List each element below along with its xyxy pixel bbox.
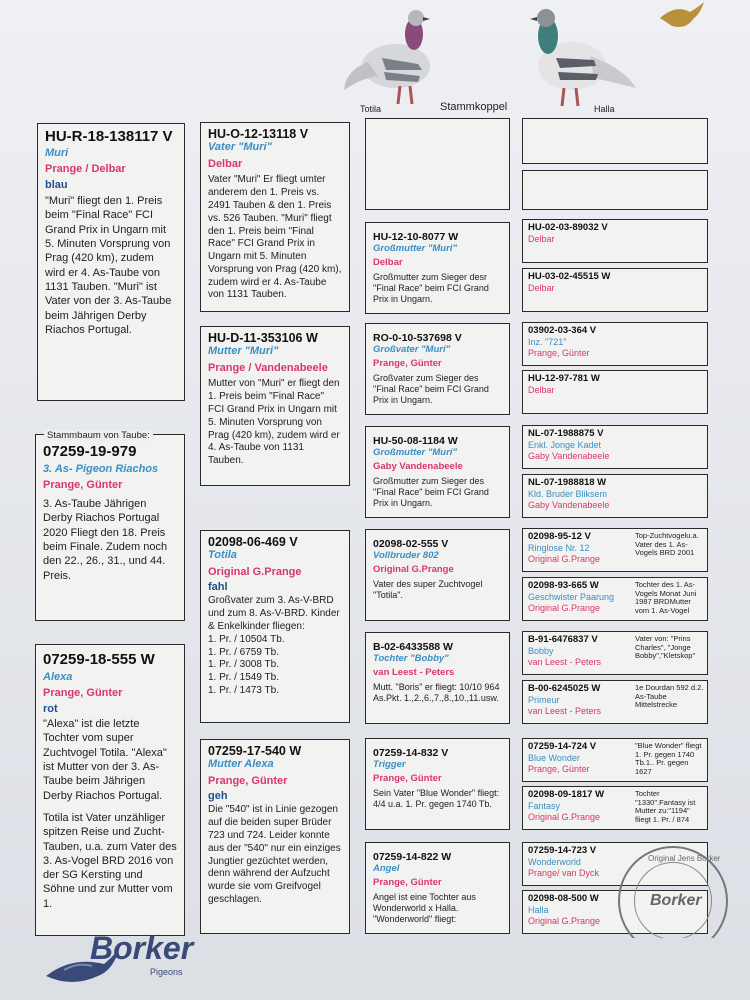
totila-card	[200, 530, 350, 723]
description: Angel ist eine Tochter aus Wonderworld x Halla. "Wonderworld" fliegt:	[373, 892, 476, 924]
ancestor-card	[522, 425, 708, 469]
ancestor-card	[522, 577, 708, 621]
breeder: Prange / Vandenabeele	[208, 361, 328, 374]
plumage-color: fahl	[208, 581, 228, 594]
breeder: Prange, Günter	[373, 773, 442, 785]
pigeon-name: Vollbruder 802	[373, 550, 439, 562]
gold-bird-icon	[656, 0, 706, 36]
breeder: Delbar	[528, 282, 555, 293]
breeder: Prange/ van Dyck	[528, 867, 600, 878]
ring-number: 02098-95-12 V	[528, 531, 591, 542]
ancestor-note: "Blue Wonder" fliegt 1. Pr. gegen 1740 Tb.1.. Pr. gegen 1627	[635, 741, 702, 776]
breeder: Prange, Günter	[43, 687, 123, 700]
prize-2: 1. Pr. / 6759 Tb.	[208, 646, 279, 658]
pigeon-name: Großmutter "Muri"	[373, 243, 457, 255]
pigeon-name: Mutter "Muri"	[208, 345, 279, 358]
gdam-card-4	[365, 842, 510, 934]
breeder: Gaby Vandenabeele	[528, 450, 610, 461]
pigeon-name: Großmutter "Muri"	[373, 447, 457, 459]
description: Die "540" ist in Linie gezogen auf die beiden super Brüder 723 und 724. Leider konnte aus der "540" nur ein einziges Jungtier gezüchtet werden, denn während der Aufzucht wurde sie vom Greifvogel geschlagen.	[208, 804, 341, 905]
ring-number: 07259-19-979	[43, 443, 137, 460]
ring-number: 03902-03-364 V	[528, 325, 597, 336]
ring-number: HU-02-03-89032 V	[528, 222, 608, 233]
ring-number: RO-0-10-537698 V	[373, 332, 462, 344]
pigeon-name: Blue Wonder	[528, 752, 580, 763]
description: Großmutter zum Sieger desr "Final Race" beim FCI Grand Prix in Ungarn.	[373, 272, 489, 304]
ancestor-card	[522, 370, 708, 414]
plumage-color: blau	[45, 179, 68, 192]
breeder: Original G.Prange	[528, 915, 601, 926]
ring-number: HU-R-18-138117 V	[45, 128, 173, 145]
alexa-card	[35, 644, 185, 936]
gdam-card-3	[365, 632, 510, 724]
description: "Muri" fliegt den 1. Preis beim "Final Race" FCI Grand Prix in Ungarn mit 5. Minuten Vorsprung von Prag (420 km), zudem wird er 4. As-Taube von 1131 Tauben. "Muri" ist Vater von der 3. As-Taube beim Jährigen Derby Riachos Portugal.	[45, 195, 172, 336]
breeder: van Leest - Peters	[528, 705, 602, 716]
description: Mutt. "Boris" er fliegt: 10/10 964 As.Pkt. 1.,2.,6.,7.,8.,10.,11.usw.	[373, 682, 500, 704]
empty-card	[522, 170, 708, 210]
ring-number: HU-12-97-781 W	[528, 373, 600, 384]
ancestor-card	[522, 631, 708, 675]
pigeon-name: Primeur	[528, 694, 560, 705]
ancestor-card	[522, 786, 708, 830]
gsire-card-3	[365, 738, 510, 830]
pigeon-name: Wonderworld	[528, 856, 581, 867]
pigeon-name: Angel	[373, 863, 400, 875]
pigeon-name: Inz. "721"	[528, 336, 567, 347]
ring-number: 02098-06-469 V	[208, 535, 298, 549]
ancestor-note: Tochter des 1. As-Vogels Monat Juni 1987 BRDMutter vom 1. As-Vogel	[635, 580, 697, 615]
ring-number: B-02-6433588 W	[373, 641, 453, 653]
breeder: Prange, Günter	[528, 347, 590, 358]
ancestor-note: Tochter "1330".Fantasy ist Mutter zu:"1194" fliegt 1. Pr. / 874	[635, 789, 696, 824]
ring-number: B-00-6245025 W	[528, 683, 601, 694]
breeder: Gaby Vandenabeele	[528, 499, 610, 510]
pigeon-name: 3. As- Pigeon Riachos	[43, 463, 159, 476]
breeder: Delbar	[208, 157, 243, 170]
pigeon-name: Großvater "Muri"	[373, 344, 451, 356]
pigeon-name: Vater "Muri"	[208, 141, 272, 154]
description-2: Totila ist Vater unzähliger spitzen Reise und Zucht-Tauben, u.a. zum Vater des 3. As-Vogel BRD 2016 von der SG Kersting und Söhne und zur Mutter vom 1.	[43, 811, 177, 910]
pigeon-name: Tochter "Bobby"	[373, 653, 449, 665]
ring-number: 07259-18-555 W	[43, 651, 155, 668]
breeder: Delbar	[373, 257, 403, 269]
ring-number: HU-O-12-13118 V	[208, 127, 309, 141]
breeder: Original G.Prange	[528, 811, 601, 822]
ring-number: B-91-6476837 V	[528, 634, 598, 645]
ring-number: 02098-09-1817 W	[528, 789, 605, 800]
prize-5: 1. Pr. / 1473 Tb.	[208, 684, 279, 696]
breeder: Delbar	[528, 384, 555, 395]
gsire-card-2	[365, 529, 510, 621]
breeder: Prange / Delbar	[45, 163, 126, 176]
footer-logo-text: Borker	[90, 930, 194, 966]
description: "Alexa" ist die letzte Tochter vom super Zuchtvogel Totila. "Alexa" ist Mutter von der 3. As-Taube beim Jährigen Derby Riachos Portugal.	[43, 718, 167, 802]
pigeon-name: Halla	[528, 904, 549, 915]
pigeon-name: Trigger	[373, 759, 406, 771]
ancestor-note: Vater von: "Prins Charles", "Jonge Bobby","Kletskop"	[635, 634, 696, 661]
ancestor-note: 1e Dourdan 592 d.2. As-Taube Mittelstrecke	[635, 683, 704, 710]
pigeon-totila-icon	[338, 4, 438, 112]
pigeon-name: Bobby	[528, 645, 554, 656]
pigeon-label-right: Halla	[594, 104, 615, 114]
stamp-logo-text: Borker	[650, 892, 702, 909]
prize-3: 1. Pr. / 3008 Tb.	[208, 659, 279, 671]
breeder: Prange, Günter	[373, 358, 442, 370]
plumage-color: geh	[208, 790, 228, 803]
mutter-alexa-card	[200, 739, 350, 934]
ring-number: HU-D-11-353106 W	[208, 331, 318, 345]
empty-card	[365, 118, 510, 210]
description: Vater "Muri" Er fliegt umter anderem den 1. Preis vs. 2491 Tauben & den 1. Preis vs. 526 Tauben. "Muri" fliegt den 1. Preis beim "Final Race" FCI Grand Prix in Ungarn mit 5. Minuten Vorsprung von Prag (420 km), zudem wird er 4. As-Taube von 1131 Tauben.	[208, 174, 342, 301]
breeder: van Leest - Peters	[528, 656, 602, 667]
pigeon-name: Geschwister Paarung	[528, 591, 615, 602]
ancestor-card	[522, 219, 708, 263]
ring-number: HU-03-02-45515 W	[528, 271, 611, 282]
pigeon-name: Fantasy	[528, 800, 561, 811]
pedigree-legend: Stammbaum von Taube:	[44, 430, 153, 441]
pigeon-name: Mutter Alexa	[208, 758, 274, 771]
ancestor-card	[522, 680, 708, 724]
ring-number: 07259-17-540 W	[208, 744, 302, 758]
sire-card	[200, 122, 350, 312]
ring-number: 07259-14-832 V	[373, 747, 449, 759]
ancestor-card	[522, 474, 708, 518]
breeder: Delbar	[528, 233, 555, 244]
breeder: Original G.Prange	[528, 602, 601, 613]
empty-card	[522, 118, 708, 164]
description: Vater des super Zuchtvogel "Totila".	[373, 579, 483, 601]
ring-number: NL-07-1988875 V	[528, 428, 604, 439]
ring-number: 07259-14-724 V	[528, 741, 597, 752]
ancestor-card	[522, 268, 708, 312]
footer-logo-sub: Pigeons	[150, 967, 183, 977]
stammkoppel-label: Stammkoppel	[440, 101, 508, 113]
stamp-top-text: Original Jens Borker	[648, 854, 721, 863]
gsire-card-1	[365, 323, 510, 415]
ring-number: 07259-14-822 W	[373, 851, 452, 863]
breeder: van Leest - Peters	[373, 667, 455, 679]
description: Großvater zum 3. As-V-BRD und zum 8. As-V-BRD. Kinder & Enkelkinder fliegen:	[208, 595, 340, 632]
breeder: Original G.Prange	[528, 553, 601, 564]
ring-number: 02098-02-555 V	[373, 538, 449, 550]
pigeon-name: Enkl. Jonge Kadet	[528, 439, 602, 450]
pigeon-halla-icon	[520, 2, 640, 112]
description: Großmutter zum Sieger des "Final Race" beim FCI Grand Prix in Ungarn.	[373, 476, 489, 508]
pigeon-name: Ringlose Nr. 12	[528, 542, 590, 553]
pigeon-name: Muri	[45, 147, 69, 160]
breeder: Gaby Vandenabeele	[373, 461, 463, 473]
pigeon-name: Alexa	[43, 671, 73, 684]
ancestor-card	[522, 322, 708, 366]
ring-number: 02098-93-665 W	[528, 580, 599, 591]
main-pigeon-card	[37, 123, 185, 401]
ring-number: 07259-14-723 V	[528, 845, 597, 856]
ring-number: HU-12-10-8077 W	[373, 231, 459, 243]
breeder: Prange, Günter	[373, 877, 442, 889]
plumage-color: rot	[43, 703, 58, 716]
breeder: Prange, Günter	[43, 479, 123, 492]
breeder: Original G.Prange	[373, 564, 454, 576]
description: Großvater zum Sieger des "Final Race" beim FCI Grand Prix in Ungarn.	[373, 373, 489, 405]
subject-pigeon-card	[35, 434, 185, 621]
description: Mutter von "Muri" er fliegt den 1. Preis beim "Final Race" FCI Grand Prix in Ungarn mit 5. Minuten Vorsprung von Prag (420 km), zudem wird er 4. As-Taube von 1131 Tauben.	[208, 378, 340, 467]
ancestor-note: Top-Zuchtvogelu.a. Vater des 1. As-Vogels BRD 2001	[635, 531, 699, 558]
breeder: Original G.Prange	[208, 565, 302, 578]
gdam-card-1	[365, 222, 510, 314]
ring-number: NL-07-1988818 W	[528, 477, 607, 488]
prize-1: 1. Pr. / 10504 Tb.	[208, 633, 285, 645]
description: 3. As-Taube Jährigen Derby Riachos Portugal 2020 Fliegt den 18. Preis beim Finale. Zudem noch den 22., 26., 31., und 44. Preis.	[43, 498, 168, 582]
breeder: Prange, Günter	[528, 763, 590, 774]
prize-4: 1. Pr. / 1549 Tb.	[208, 672, 279, 684]
pigeon-name: Totila	[208, 549, 237, 562]
pigeon-name: Kld. Bruder Bliksem	[528, 488, 608, 499]
description: Sein Vater "Blue Wonder" fliegt: 4/4 u.a. 1. Pr. gegen 1740 Tb.	[373, 788, 500, 810]
gdam-card-2	[365, 426, 510, 518]
ring-number: 02098-08-500 W	[528, 893, 599, 904]
dam-card	[200, 326, 350, 486]
ring-number: HU-50-08-1184 W	[373, 435, 458, 447]
breeder: Prange, Günter	[208, 774, 288, 787]
pigeon-label-left: Totila	[360, 104, 382, 114]
ancestor-card	[522, 738, 708, 782]
ancestor-card	[522, 528, 708, 572]
